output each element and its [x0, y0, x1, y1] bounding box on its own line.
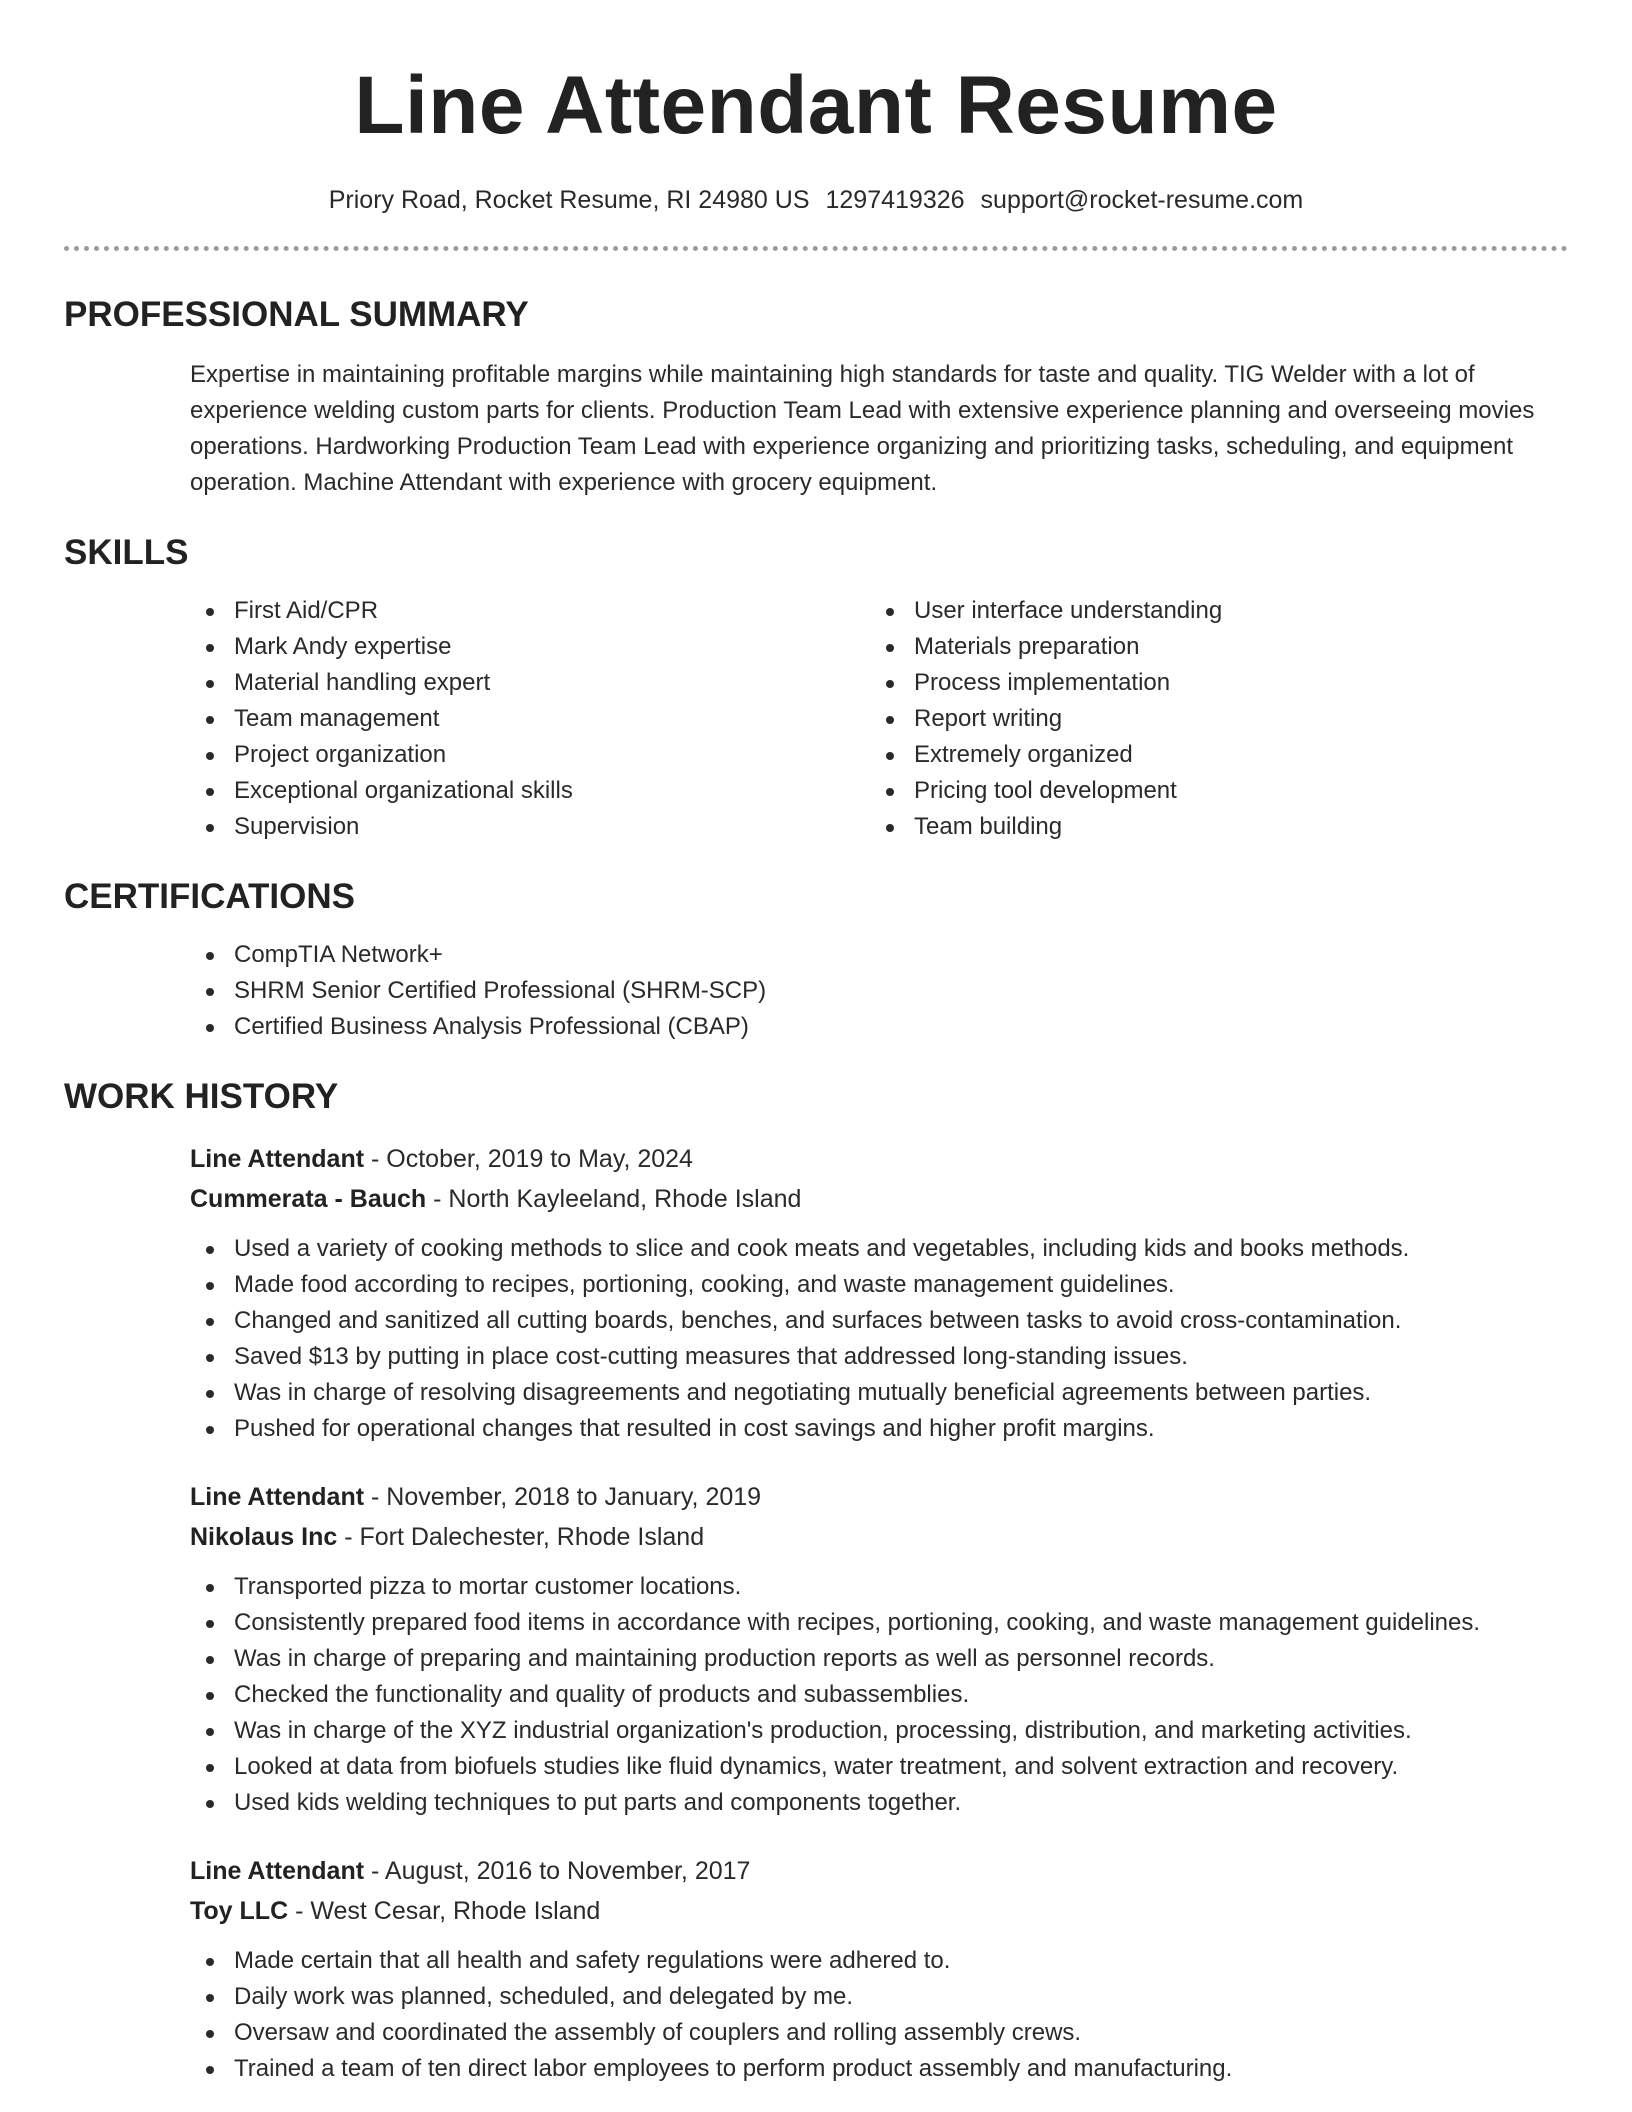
job-company-line: [190, 1517, 1568, 1557]
certification-item: SHRM Senior Certified Professional (SHRM-SCP): [190, 973, 1568, 1009]
job-company: Nikolaus Inc: [190, 1523, 338, 1551]
skills-list: [190, 593, 1568, 845]
skill-item: Material handling expert: [190, 665, 870, 701]
job-title: Line Attendant: [190, 1145, 365, 1173]
job-duty: Oversaw and coordinated the assembly of couplers and rolling assembly crews.: [190, 2015, 1568, 2051]
job-duty: Was in charge of resolving disagreements and negotiating mutually beneficial agreements between parties.: [190, 1375, 1568, 1411]
job-duty: Daily work was planned, scheduled, and delegated by me.: [190, 1979, 1568, 2015]
job-dates: - November, 2018 to January, 2019: [371, 1483, 762, 1511]
skills-column-left: [190, 593, 870, 845]
skill-item: User interface understanding: [870, 593, 1550, 629]
job-company: Cummerata - Bauch: [190, 1185, 427, 1213]
job-duties: [190, 1231, 1568, 1447]
job-duty: Changed and sanitized all cutting boards, benches, and surfaces between tasks to avoid cross-contamination.: [190, 1303, 1568, 1339]
skill-item: Extremely organized: [870, 737, 1550, 773]
skill-item: Process implementation: [870, 665, 1550, 701]
job-duties: [190, 1569, 1568, 1821]
job-location: - Fort Dalechester, Rhode Island: [344, 1523, 705, 1551]
skill-item: Pricing tool development: [870, 773, 1550, 809]
job-duty: Made certain that all health and safety regulations were adhered to.: [190, 1943, 1568, 1979]
skill-item: First Aid/CPR: [190, 593, 870, 629]
job-location: - North Kayleeland, Rhode Island: [433, 1185, 802, 1213]
skills-heading: SKILLS: [64, 533, 189, 572]
job-title-line: [190, 1851, 1568, 1891]
job-duty: Pushed for operational changes that resulted in cost savings and higher profit margins.: [190, 1411, 1568, 1447]
job-entry: [190, 1139, 1568, 1447]
skill-item: Report writing: [870, 701, 1550, 737]
skill-item: Exceptional organizational skills: [190, 773, 870, 809]
job-title-line: [190, 1477, 1568, 1517]
skill-item: Mark Andy expertise: [190, 629, 870, 665]
skill-item: Supervision: [190, 809, 870, 845]
job-duty: Consistently prepared food items in accordance with recipes, portioning, cooking, and waste management guidelines.: [190, 1605, 1568, 1641]
job-duty: Transported pizza to mortar customer locations.: [190, 1569, 1568, 1605]
certification-item: Certified Business Analysis Professional (CBAP): [190, 1009, 1568, 1045]
contact-line: [64, 184, 1568, 216]
job-duty: Was in charge of preparing and maintaining production reports as well as personnel records.: [190, 1641, 1568, 1677]
summary-heading: PROFESSIONAL SUMMARY: [64, 295, 529, 334]
job-title: Line Attendant: [190, 1857, 365, 1885]
job-duty: Looked at data from biofuels studies like fluid dynamics, water treatment, and solvent extraction and recovery.: [190, 1749, 1568, 1785]
skill-item: Project organization: [190, 737, 870, 773]
job-title-line: [190, 1139, 1568, 1179]
job-duty: Made food according to recipes, portioning, cooking, and waste management guidelines.: [190, 1267, 1568, 1303]
certifications-list: [190, 937, 1568, 1045]
work-history-heading: WORK HISTORY: [64, 1077, 339, 1116]
contact-address: Priory Road, Rocket Resume, RI 24980 US: [328, 186, 810, 214]
job-dates: - October, 2019 to May, 2024: [371, 1145, 693, 1173]
contact-email[interactable]: support@rocket-resume.com: [980, 186, 1304, 214]
job-entry: [190, 1477, 1568, 1821]
skill-item: Team management: [190, 701, 870, 737]
job-duty: Used a variety of cooking methods to slice and cook meats and vegetables, including kids and books methods.: [190, 1231, 1568, 1267]
header-divider: [64, 246, 1568, 251]
job-dates: - August, 2016 to November, 2017: [371, 1857, 751, 1885]
job-duty: Used kids welding techniques to put parts and components together.: [190, 1785, 1568, 1821]
job-company: Toy LLC: [190, 1897, 289, 1925]
job-entry: [190, 1851, 1568, 2087]
job-duty: Checked the functionality and quality of products and subassemblies.: [190, 1677, 1568, 1713]
job-duty: Trained a team of ten direct labor employees to perform product assembly and manufacturing.: [190, 2051, 1568, 2087]
job-title: Line Attendant: [190, 1483, 365, 1511]
skill-item: Materials preparation: [870, 629, 1550, 665]
resume-title: Line Attendant Resume: [354, 60, 1278, 151]
job-duty: Saved $13 by putting in place cost-cutting measures that addressed long-standing issues.: [190, 1339, 1568, 1375]
certification-item: CompTIA Network+: [190, 937, 1568, 973]
certifications-heading: CERTIFICATIONS: [64, 877, 356, 916]
job-duty: Was in charge of the XYZ industrial organization's production, processing, distribution, and marketing activities.: [190, 1713, 1568, 1749]
skill-item: Team building: [870, 809, 1550, 845]
skills-column-right: [870, 593, 1550, 845]
summary-text: Expertise in maintaining profitable margins while maintaining high standards for taste and quality. TIG Welder with a lot of experience welding custom parts for clients. Production Team Lead with extensive experience planning and overseeing movies operations. Hardworking Production Team Lead with experience organizing and prioritizing tasks, scheduling, and equipment operation. Machine Attendant with experience with grocery equipment.: [190, 361, 1535, 496]
job-location: - West Cesar, Rhode Island: [295, 1897, 601, 1925]
job-company-line: [190, 1179, 1568, 1219]
job-duties: [190, 1943, 1568, 2087]
contact-phone: 1297419326: [825, 186, 965, 214]
job-company-line: [190, 1891, 1568, 1931]
